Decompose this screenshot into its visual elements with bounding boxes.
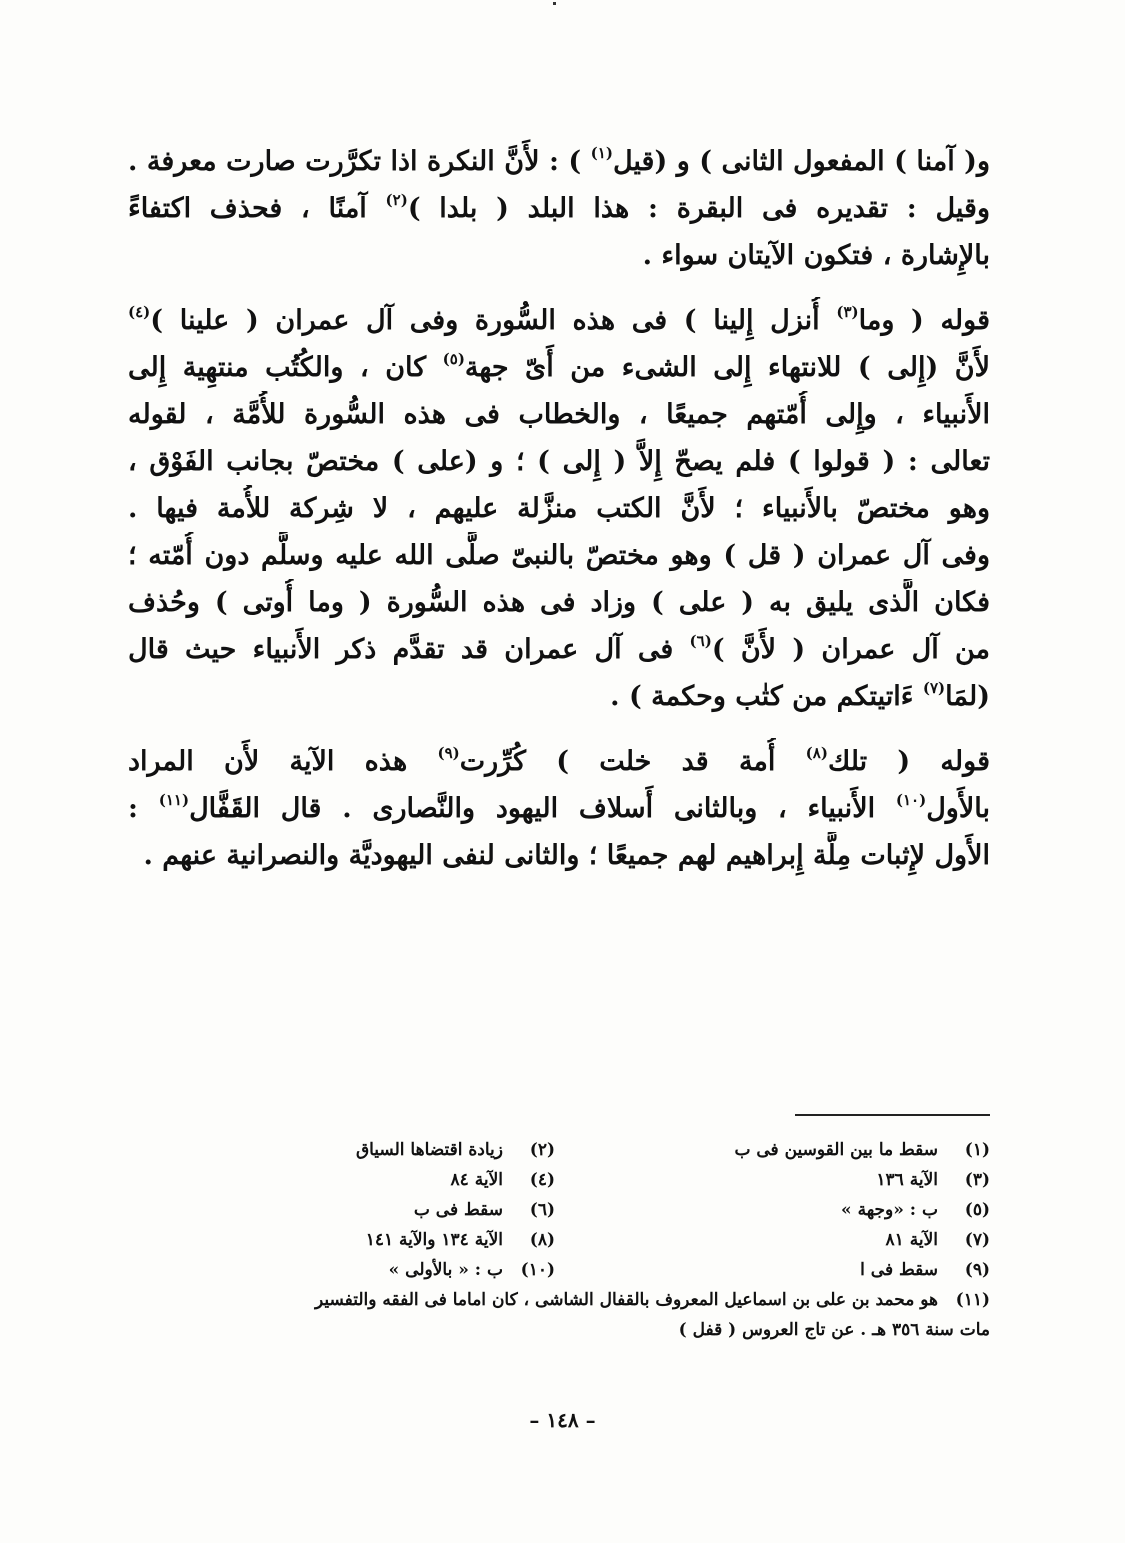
text-line bbox=[128, 832, 990, 879]
text-run: آمنًا ، فحذف اكتفاءً bbox=[128, 193, 386, 224]
text-run: وفى آل عمران ( قل ) وهو مختصّ بالنبىّ صلَّى الله عليه وسلَّم دون أُمّته ؛ bbox=[128, 540, 990, 571]
footnote-long bbox=[120, 1285, 990, 1315]
text-line bbox=[128, 579, 990, 626]
text-run: وهو مختصّ بالأَنبياء ؛ لأَنَّ الكتب منزَّلة عليهم ، لا شِركة للأُمة فيها . bbox=[128, 493, 990, 524]
footnote-text: الآية ٨١ bbox=[885, 1230, 938, 1250]
text-run: الأَنبياء ، وبالثانى أَسلاف اليهود والنَّصارى . قال القَفَّال bbox=[189, 793, 896, 824]
text-line bbox=[128, 673, 990, 720]
footnote-row bbox=[120, 1195, 990, 1225]
footnote-text: ب : « بالأولى » bbox=[388, 1260, 503, 1280]
text-run: بالأَول bbox=[926, 793, 990, 824]
footnote-marker: (٢) bbox=[385, 191, 408, 209]
text-line bbox=[128, 185, 990, 232]
footnote-number: (١١) bbox=[955, 1290, 990, 1310]
text-line bbox=[128, 738, 990, 785]
footnote-marker: (٦) bbox=[689, 632, 712, 650]
footnote-row bbox=[120, 1255, 990, 1285]
footnote-text: سقط ما بين القوسين فى ب bbox=[734, 1140, 938, 1160]
text-line bbox=[128, 532, 990, 579]
footnote-number: (١) bbox=[964, 1140, 990, 1160]
text-line bbox=[128, 485, 990, 532]
text-run: فكان الَّذى يليق به ( على ) وزاد فى هذه السُّورة ( وما أُوتى ) وحُذف bbox=[128, 587, 990, 618]
text-run: الأَنبياء ، وإِلى أُمّتهم جميعًا ، والخطاب فى هذه السُّورة للأُمَّة ، لقوله bbox=[128, 399, 990, 430]
text-run: كان ، والكُتُب منتهِية إِلى bbox=[128, 352, 443, 383]
footnote-marker: (٣) bbox=[836, 303, 859, 321]
text-run: من آل عمران ( لأَنَّ ) bbox=[711, 634, 990, 665]
text-run: : bbox=[128, 793, 159, 824]
footnote-number: (٢) bbox=[529, 1140, 555, 1160]
footnote-text: الآية ١٣٦ bbox=[876, 1170, 938, 1190]
footnote-marker: (١٠) bbox=[895, 791, 927, 809]
footnote bbox=[555, 1195, 990, 1225]
footnote bbox=[555, 1135, 990, 1165]
footnote-marker: (٧) bbox=[922, 679, 946, 697]
footnote-number: (٩) bbox=[964, 1260, 990, 1280]
footnote-number: (١٠) bbox=[520, 1260, 555, 1280]
footnote bbox=[120, 1165, 555, 1195]
footnote-marker: (٥) bbox=[442, 350, 465, 368]
main-text bbox=[128, 138, 990, 879]
footnote bbox=[120, 1195, 555, 1225]
text-run: الأَول لإِثبات مِلَّة إِبراهيم لهم جميعًا ؛ والثانى لنفى اليهوديَّة والنصرانية عنهم . bbox=[143, 840, 990, 871]
text-run: فى آل عمران قد تقدَّم ذكر الأَنبياء حيث قال bbox=[128, 634, 690, 665]
text-run: ءَاتيتكم من كتٰب وحكمة ) . bbox=[610, 681, 923, 712]
footnote-text: سقط فى ا bbox=[860, 1260, 938, 1280]
footnote-row bbox=[120, 1165, 990, 1195]
footnote-text: زيادة اقتضاها السياق bbox=[355, 1140, 503, 1160]
footnote-row bbox=[120, 1225, 990, 1255]
text-run: (لمَا bbox=[945, 681, 990, 712]
paragraph bbox=[128, 738, 990, 879]
ink-speck bbox=[553, 2, 556, 5]
footnote bbox=[555, 1255, 990, 1285]
footnote-number: (٣) bbox=[964, 1170, 990, 1190]
paragraph bbox=[128, 297, 990, 720]
footnote-marker: (١) bbox=[590, 144, 613, 162]
text-run: و( آمنا ) المفعول الثانى ) و (قيل bbox=[612, 146, 990, 177]
text-run: أُمة قد خلت ) كُرِّرت bbox=[459, 746, 806, 777]
footnote-number: (٧) bbox=[964, 1230, 990, 1250]
text-line bbox=[128, 626, 990, 673]
footnote bbox=[120, 1135, 555, 1165]
footnotes bbox=[120, 1135, 990, 1345]
text-run: ) : لأَنَّ النكرة اذا تكرَّرت صارت معرفة . bbox=[128, 146, 591, 177]
text-run: تعالى : ( قولوا ) فلم يصحّ إِلاَّ ( إِلى ) ؛ و (على ) مختصّ بجانب الفَوْق ، bbox=[128, 446, 990, 477]
footnote-number: (٤) bbox=[529, 1170, 555, 1190]
text-line bbox=[128, 391, 990, 438]
footnote-number: (٦) bbox=[529, 1200, 555, 1220]
footnote-marker: (١١) bbox=[158, 791, 190, 809]
text-run: لأَنَّ (إِلى ) للانتهاء إِلى الشىء من أَىّ جهة bbox=[464, 352, 990, 383]
text-run: أُنزل إِلينا ) فى هذه السُّورة وفى آل عمران ( علينا ) bbox=[150, 305, 837, 336]
footnote bbox=[120, 1225, 555, 1255]
footnote-marker: (٩) bbox=[437, 744, 460, 762]
footnote-text: الآية ١٣٤ والآية ١٤١ bbox=[365, 1230, 503, 1250]
footnote-continuation: مات سنة ٣٥٦ هـ . عن تاج العروس ( قفل ) bbox=[678, 1320, 990, 1340]
footnote-text: ب : «وجهة » bbox=[841, 1200, 938, 1220]
footnote-number: (٨) bbox=[529, 1230, 555, 1250]
text-line bbox=[128, 138, 990, 185]
page-number: – ١٤٨ – bbox=[529, 1408, 596, 1432]
footnote-separator bbox=[795, 1114, 990, 1116]
text-line bbox=[128, 785, 990, 832]
footnote-number: (٥) bbox=[964, 1200, 990, 1220]
text-line bbox=[128, 438, 990, 485]
text-line bbox=[128, 344, 990, 391]
footnote-text: الآية ٨٤ bbox=[450, 1170, 503, 1190]
paragraph bbox=[128, 138, 990, 279]
footnote-text: سقط فى ب bbox=[413, 1200, 503, 1220]
footnote bbox=[555, 1225, 990, 1255]
footnote-marker: (٤) bbox=[128, 303, 151, 321]
footnote bbox=[555, 1165, 990, 1195]
text-run: بالإِشارة ، فتكون الآيتان سواء . bbox=[642, 240, 990, 271]
text-run: قوله ( وما bbox=[858, 305, 990, 336]
text-run: هذه الآية لأَن المراد bbox=[128, 746, 438, 777]
footnote bbox=[120, 1255, 555, 1285]
footnote-row bbox=[120, 1135, 990, 1165]
text-line bbox=[128, 297, 990, 344]
text-line bbox=[128, 232, 990, 279]
footnote-text: هو محمد بن على بن اسماعيل المعروف بالقفال الشاشى ، كان اماما فى الفقه والتفسير bbox=[314, 1290, 938, 1310]
text-run: وقيل : تقديره فى البقرة : هذا البلد ( بلدا ) bbox=[407, 193, 990, 224]
text-run: قوله ( تلك bbox=[827, 746, 990, 777]
footnote-marker: (٨) bbox=[805, 744, 828, 762]
